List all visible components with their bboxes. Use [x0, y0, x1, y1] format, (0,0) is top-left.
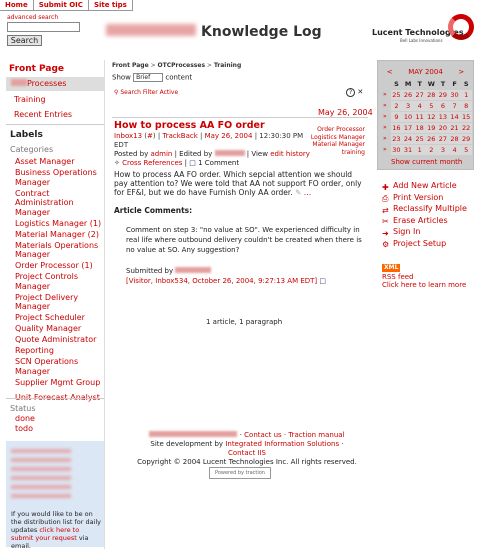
week-link[interactable]: »	[382, 91, 387, 98]
nav-tips[interactable]: Site tips	[89, 0, 133, 11]
calendar-day[interactable]: 16	[392, 124, 401, 132]
divider	[6, 398, 104, 399]
calendar-day[interactable]: 25	[415, 135, 424, 143]
calendar-day[interactable]: 13	[438, 113, 448, 121]
article-date: May 26, 2004	[318, 108, 373, 117]
edited-label: | Edited by	[172, 150, 215, 158]
calendar-day[interactable]: 25	[392, 91, 401, 99]
reclassify-action[interactable]	[382, 203, 467, 215]
sign-in-icon: ➜	[382, 228, 389, 238]
show-current-month-link[interactable]: Show current month	[391, 158, 463, 166]
iis-link[interactable]: Integrated Information Solutions	[225, 440, 340, 448]
calendar-day[interactable]: 4	[414, 101, 426, 111]
calendar-day[interactable]: 22	[462, 124, 471, 132]
footer-sep: ·	[281, 431, 289, 439]
article-cat[interactable]: Logistics Manager	[310, 133, 365, 141]
week-link[interactable]: »	[382, 135, 387, 142]
weekday-label: T	[417, 80, 422, 88]
calendar-day[interactable]: 19	[427, 124, 436, 132]
footer-sep: ·	[339, 440, 344, 448]
crumb-front[interactable]: Front Page	[112, 62, 149, 69]
category-item[interactable]: Project Scheduler	[15, 313, 85, 322]
category-item[interactable]: Quote Administrator	[15, 335, 97, 344]
view-label: | View	[244, 150, 271, 158]
date-link[interactable]: May 26, 2004	[204, 132, 253, 140]
calendar-day[interactable]: 24	[403, 135, 413, 143]
help-icon[interactable]: ?	[346, 88, 355, 97]
week-link[interactable]: »	[382, 146, 387, 153]
search-input[interactable]	[7, 22, 80, 32]
status-todo[interactable]: todo	[15, 423, 34, 433]
calendar-day[interactable]: 3	[437, 145, 449, 155]
comment-count[interactable]: 1 Comment	[198, 158, 240, 167]
calendar-day[interactable]: 5	[426, 101, 438, 111]
calendar-day[interactable]: 1	[460, 90, 472, 100]
calendar-day[interactable]: 26	[427, 135, 436, 143]
calendar-day[interactable]: 27	[415, 91, 424, 99]
categories-heading: Categories	[10, 145, 54, 154]
add-article-action[interactable]	[382, 180, 467, 192]
calendar-day[interactable]: 11	[415, 113, 424, 121]
brand-sub: Bell Labs Innovations	[400, 38, 443, 43]
calendar-month: MAY 2004	[408, 68, 443, 76]
dev-label: Site development by	[150, 440, 226, 448]
nav-recent[interactable]: Recent Entries	[14, 110, 73, 119]
category-item[interactable]: Material Manager (2)	[15, 229, 99, 239]
top-nav	[0, 0, 133, 11]
week-link[interactable]: »	[382, 102, 387, 109]
contact-us-link[interactable]: Contact us	[244, 431, 282, 439]
setup-icon: ⚙	[382, 240, 390, 250]
visitor-link[interactable]: [Visitor, Inbox534, October 26, 2004, 9:27:13 AM EDT]	[126, 277, 318, 285]
calendar-day[interactable]: 12	[427, 113, 436, 121]
weekday-label: F	[452, 80, 457, 88]
prev-month-button[interactable]: <	[386, 68, 393, 76]
edit-icon[interactable]: ✎	[295, 188, 302, 197]
article-cat[interactable]: Order Processor	[317, 126, 365, 133]
article-body-text: How to process AA FO order. Which sepcial attention we should pay attention to? We were told that AA not support FO order, only for EF&I, but we do have Furnish Only AA order.	[114, 170, 362, 197]
status-heading: Status	[10, 404, 36, 413]
blurred-text	[11, 449, 71, 499]
comment-footer	[126, 266, 366, 286]
xml-badge[interactable]: XML	[384, 264, 399, 271]
subscribe-link[interactable]: click here to submit your request	[11, 526, 80, 542]
week-link[interactable]: »	[382, 113, 387, 120]
blurred-footer	[149, 431, 237, 437]
category-item[interactable]: Order Processor (1)	[15, 261, 93, 270]
calendar-day[interactable]: 15	[462, 113, 471, 121]
rss-links	[382, 273, 466, 289]
page-title: Knowledge Log	[201, 24, 322, 40]
brand-name: Lucent Technologies	[372, 28, 464, 37]
category-item[interactable]: Project Controls Manager	[15, 272, 78, 291]
calendar-day[interactable]: 5	[460, 145, 472, 155]
content-select[interactable]: Brief	[133, 73, 163, 82]
subscribe-text	[11, 510, 103, 550]
next-month-button[interactable]: >	[458, 68, 465, 76]
calendar-day[interactable]: 3	[402, 101, 414, 111]
action-label: Erase Articles	[393, 215, 448, 225]
calendar-grid	[379, 79, 472, 155]
more-icon[interactable]: …	[303, 188, 312, 197]
article-body	[114, 170, 368, 197]
cross-ref-icon: ✧	[114, 158, 120, 167]
advanced-search-link[interactable]: advanced search	[7, 14, 59, 21]
breadcrumb: Front Page > OTCProcesses > Training	[112, 62, 242, 69]
category-item[interactable]: Project Delivery Manager	[15, 292, 79, 311]
print-action[interactable]	[382, 192, 467, 204]
article-cat[interactable]: training	[341, 148, 365, 156]
category-item[interactable]: Quality Manager	[15, 324, 82, 333]
magnifier-icon: ⚲	[114, 89, 119, 96]
show-label: Show	[112, 73, 131, 82]
calendar-day[interactable]: 23	[392, 135, 401, 143]
category-item[interactable]: Logistics Manager (1)	[15, 218, 102, 228]
status-list	[15, 414, 35, 433]
search-filter-link[interactable]	[114, 89, 178, 96]
action-label: Project Setup	[393, 238, 447, 248]
calendar-day[interactable]: 10	[403, 113, 413, 121]
calendar-day[interactable]: 1	[414, 145, 426, 155]
rss-feed-link[interactable]: RSS feed	[382, 273, 414, 281]
nav-processes-label: Processes	[27, 79, 67, 88]
hash-icon[interactable]: #	[147, 132, 153, 140]
lucent-logo	[448, 14, 474, 40]
article-byline: Posted by admin | Edited by | View edit history ✧ Cross References | □ 1 Comment	[114, 150, 310, 167]
erase-icon: ✂	[382, 217, 389, 227]
author-link[interactable]: admin	[150, 150, 173, 158]
calendar-day[interactable]: 14	[450, 113, 459, 121]
status-done[interactable]: done	[15, 414, 35, 423]
calendar-day[interactable]: 26	[403, 91, 413, 99]
show-control	[112, 73, 192, 82]
article-title[interactable]: How to process AA FO order	[114, 120, 265, 131]
nav-submit[interactable]: Submit OIC	[34, 0, 89, 11]
calendar-day[interactable]: 29	[462, 135, 471, 143]
calendar-day[interactable]: 30	[392, 146, 401, 154]
search-button[interactable]: Search	[7, 35, 42, 46]
copyright: Copyright © 2004 Lucent Technologies Inc. All rights reserved.	[137, 458, 357, 466]
filter-label: Search Filter Active	[120, 89, 179, 96]
nav-home[interactable]: Home	[0, 0, 34, 11]
edit-history-link[interactable]: edit history	[270, 150, 310, 158]
article-cat[interactable]: Material Manager	[312, 141, 365, 148]
calendar-day[interactable]: 20	[438, 124, 448, 132]
submitted-label: Submitted by	[126, 267, 174, 275]
comment-text: Comment on step 3: "no value at SO". We experienced difficulty in real life where outbound delivery couldn't be created when there is no value at SO. Any suggestion?	[126, 226, 362, 254]
calendar-day[interactable]: 28	[427, 91, 436, 99]
labels-heading: Labels	[10, 130, 43, 140]
subscribe-text-a: If you would like to be on the distribution list for daily updates	[11, 510, 102, 534]
print-icon: ⎙	[382, 194, 389, 204]
calendar-day[interactable]: 4	[449, 145, 461, 155]
cross-references-link[interactable]: Cross References	[122, 158, 183, 167]
posted-label: Posted by	[114, 150, 151, 158]
action-label: Print Version	[393, 192, 444, 202]
erase-action[interactable]	[382, 215, 467, 227]
calendar-day[interactable]: 2	[391, 101, 403, 111]
calendar-day[interactable]: 21	[450, 124, 459, 132]
manual-link[interactable]: Traction manual	[288, 431, 345, 439]
show-suffix: content	[165, 73, 193, 82]
crumb-training: Training	[213, 62, 242, 69]
comment-icon: □	[319, 277, 327, 285]
calendar-corner	[379, 79, 391, 89]
calendar-day[interactable]: 6	[437, 101, 449, 111]
calendar-day[interactable]: 9	[391, 112, 403, 122]
action-list	[382, 180, 467, 249]
category-item[interactable]: Reporting	[15, 346, 54, 355]
calendar-day[interactable]: 31	[403, 146, 413, 154]
subscribe-text-b: via email.	[11, 534, 89, 550]
project-setup-action[interactable]	[382, 238, 467, 250]
close-icon[interactable]: ✕	[357, 88, 364, 96]
calendar-day[interactable]: 18	[415, 124, 424, 132]
divider	[112, 117, 368, 118]
nav-processes[interactable]	[6, 77, 104, 91]
weekday-label: S	[463, 80, 469, 88]
calendar-day[interactable]: 30	[450, 91, 459, 99]
category-item[interactable]: Business Operations Manager	[15, 168, 97, 187]
divider	[6, 124, 104, 125]
help-controls	[346, 88, 363, 96]
reclassify-icon: ⇄	[382, 205, 389, 215]
category-item[interactable]: SCN Operations Manager	[15, 357, 79, 376]
category-item[interactable]: Asset Manager	[15, 157, 75, 166]
footer: · Contact us · Traction manual Site development by Integrated Information Solutions · Contact IIS Copyright © 2004 Lucent Technologies Inc. All rights reserved.	[137, 431, 357, 466]
blurred-logo	[106, 24, 196, 36]
time-text: | 12:30:30 PM EDT	[114, 132, 304, 149]
week-link[interactable]: »	[382, 124, 387, 131]
calendar-day[interactable]: 27	[438, 135, 448, 143]
weekday-label: T	[440, 80, 446, 88]
weekday-label: S	[394, 80, 399, 88]
category-item[interactable]: Contract Administration Manager	[15, 188, 74, 217]
crumb-processes[interactable]: OTCProcesses	[157, 62, 206, 69]
weekday-label: M	[404, 80, 412, 88]
calendar-day[interactable]: 29	[438, 91, 448, 99]
calendar-day[interactable]: 2	[426, 145, 438, 155]
blurred-submitter	[175, 267, 211, 273]
inbox-link[interactable]: Inbox13	[114, 132, 143, 140]
action-label: Add New Article	[393, 181, 457, 190]
comment-icon: □	[189, 158, 196, 167]
category-item[interactable]: Materials Operations Manager	[15, 240, 99, 259]
sign-in-action[interactable]	[382, 226, 467, 238]
blurred-editor	[215, 150, 245, 156]
comments-heading: Article Comments:	[114, 206, 193, 215]
calendar-day[interactable]: 7	[449, 101, 461, 111]
calendar-day[interactable]: 28	[450, 135, 459, 143]
blurred-prefix	[11, 79, 27, 86]
calendar-day[interactable]: 17	[403, 124, 413, 132]
nav-training[interactable]: Training	[14, 95, 46, 104]
nav-front-page[interactable]: Front Page	[9, 64, 65, 74]
article-count: 1 article, 1 paragraph	[206, 318, 283, 326]
action-label: Reclassify Multiple	[393, 204, 467, 213]
powered-by-badge[interactable]: Powered by traction	[209, 467, 271, 479]
calendar-header	[377, 68, 474, 76]
article-meta: Inbox13 (#) | TrackBack | May 26, 2004 | 12:30:30 PM EDT	[114, 132, 304, 149]
contact-iis-link[interactable]: Contact IIS	[227, 449, 267, 457]
rss-learn-link[interactable]: Click here to learn more	[382, 281, 467, 289]
category-item[interactable]: Supplier Mgmt Group	[15, 377, 101, 387]
action-label: Sign In	[393, 227, 421, 236]
weekday-label: W	[427, 80, 435, 88]
trackback-link[interactable]: TrackBack	[162, 132, 198, 140]
category-list	[15, 157, 105, 404]
calendar-day[interactable]: 8	[460, 101, 472, 111]
add-icon: ✚	[382, 182, 389, 192]
